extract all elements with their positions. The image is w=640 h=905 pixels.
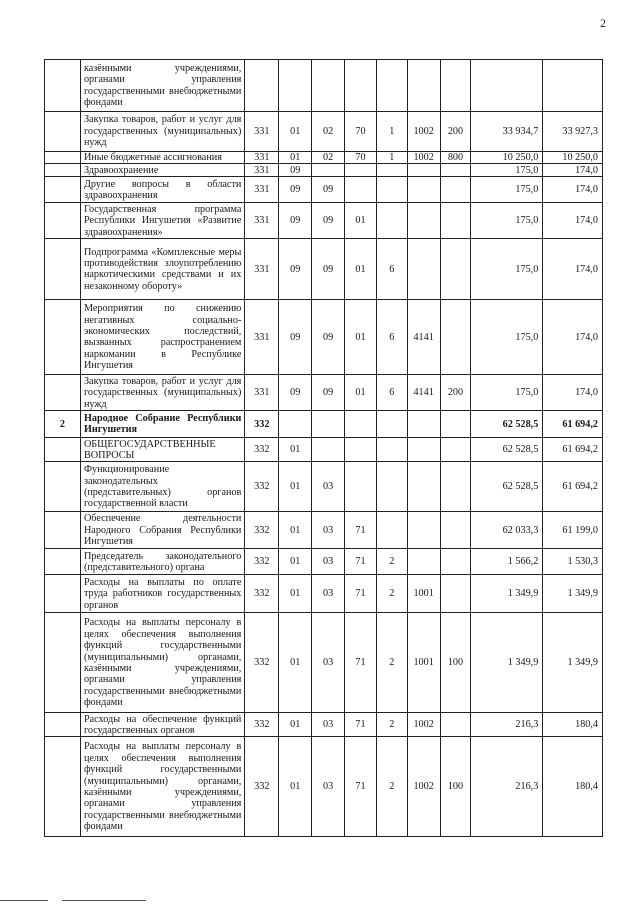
- cell-item-name: казёнными учреждениями, органами управления государственными внебюджетными фондами: [80, 60, 244, 112]
- cell-subprogram-code: 6: [376, 375, 407, 411]
- cell-admin-code: 332: [245, 462, 279, 512]
- cell-amount-year2: 33 927,3: [543, 112, 603, 152]
- cell-subprogram-code: [376, 60, 407, 112]
- cell-target-code: 4141: [407, 375, 440, 411]
- table-row: [45, 438, 603, 462]
- cell-row-number: [45, 300, 81, 375]
- cell-subprogram-code: [376, 203, 407, 239]
- cell-admin-code: 331: [245, 177, 279, 203]
- cell-admin-code: 331: [245, 164, 279, 177]
- cell-target-code: [407, 60, 440, 112]
- cell-program-code: 71: [345, 549, 377, 575]
- cell-amount-year2: 61 694,2: [543, 411, 603, 438]
- cell-section-code: 09: [279, 164, 312, 177]
- cell-amount-year1: 175,0: [471, 239, 543, 300]
- footer-rule: [62, 900, 146, 901]
- table-row: [45, 462, 603, 512]
- cell-admin-code: 331: [245, 112, 279, 152]
- cell-row-number: [45, 112, 81, 152]
- cell-admin-code: 332: [245, 737, 279, 837]
- table-row: [45, 164, 603, 177]
- cell-expense-type: 200: [440, 112, 471, 152]
- cell-amount-year2: 61 694,2: [543, 462, 603, 512]
- budget-table: [44, 59, 603, 837]
- cell-program-code: 01: [345, 375, 377, 411]
- table-body: [45, 60, 603, 837]
- cell-admin-code: 332: [245, 549, 279, 575]
- cell-amount-year2: 1 349,9: [543, 575, 603, 613]
- cell-target-code: [407, 411, 440, 438]
- cell-item-name: Закупка товаров, работ и услуг для государственных (муниципальных) нужд: [80, 375, 244, 411]
- cell-program-code: 71: [345, 512, 377, 549]
- cell-amount-year2: 1 530,3: [543, 549, 603, 575]
- cell-subprogram-code: [376, 411, 407, 438]
- cell-section-code: [279, 60, 312, 112]
- cell-target-code: [407, 549, 440, 575]
- cell-target-code: [407, 203, 440, 239]
- cell-section-code: 01: [279, 438, 312, 462]
- cell-admin-code: 331: [245, 239, 279, 300]
- cell-row-number: [45, 152, 81, 164]
- table-row: [45, 239, 603, 300]
- cell-row-number: [45, 60, 81, 112]
- cell-target-code: 1002: [407, 112, 440, 152]
- cell-amount-year2: 174,0: [543, 203, 603, 239]
- cell-amount-year2: 1 349,9: [543, 613, 603, 713]
- cell-subsection-code: 03: [312, 512, 345, 549]
- cell-section-code: 01: [279, 713, 312, 737]
- cell-expense-type: [440, 462, 471, 512]
- footer-rule: [0, 900, 48, 901]
- cell-amount-year2: 180,4: [543, 737, 603, 837]
- cell-amount-year1: [471, 60, 543, 112]
- cell-subsection-code: 03: [312, 549, 345, 575]
- cell-row-number: [45, 164, 81, 177]
- cell-section-code: 09: [279, 300, 312, 375]
- table-row: [45, 203, 603, 239]
- cell-program-code: [345, 177, 377, 203]
- cell-amount-year2: 10 250,0: [543, 152, 603, 164]
- cell-expense-type: 100: [440, 613, 471, 713]
- cell-subsection-code: [312, 60, 345, 112]
- cell-amount-year1: 175,0: [471, 177, 543, 203]
- cell-admin-code: 331: [245, 375, 279, 411]
- cell-row-number: [45, 203, 81, 239]
- cell-amount-year1: 1 349,9: [471, 575, 543, 613]
- cell-amount-year1: 10 250,0: [471, 152, 543, 164]
- cell-subprogram-code: [376, 438, 407, 462]
- cell-amount-year1: 1 349,9: [471, 613, 543, 713]
- cell-amount-year2: 174,0: [543, 375, 603, 411]
- cell-item-name: Расходы на выплаты персоналу в целях обеспечения выполнения функций государственными (муниципальными) органами, казёнными учреждениями, органами управления государственными внебюджетными фондами: [80, 737, 244, 837]
- cell-target-code: 4141: [407, 300, 440, 375]
- cell-amount-year1: 62 528,5: [471, 411, 543, 438]
- cell-target-code: 1001: [407, 613, 440, 713]
- cell-admin-code: 332: [245, 512, 279, 549]
- cell-amount-year1: 216,3: [471, 713, 543, 737]
- cell-expense-type: [440, 713, 471, 737]
- cell-subprogram-code: [376, 462, 407, 512]
- cell-subsection-code: 03: [312, 462, 345, 512]
- cell-section-code: 09: [279, 375, 312, 411]
- cell-target-code: 1002: [407, 152, 440, 164]
- cell-row-number: [45, 177, 81, 203]
- cell-item-name: Народное Собрание Республики Ингушетия: [80, 411, 244, 438]
- cell-program-code: [345, 438, 377, 462]
- cell-item-name: Обеспечение деятельности Народного Собрания Республики Ингушетия: [80, 512, 244, 549]
- cell-row-number: [45, 737, 81, 837]
- table-row: [45, 300, 603, 375]
- cell-item-name: Подпрограмма «Комплексные меры противодействия злоупотреблению наркотическими средствами и их незаконному обороту»: [80, 239, 244, 300]
- cell-expense-type: [440, 239, 471, 300]
- cell-expense-type: 100: [440, 737, 471, 837]
- cell-expense-type: [440, 177, 471, 203]
- table-row: [45, 512, 603, 549]
- cell-expense-type: [440, 203, 471, 239]
- cell-item-name: Мероприятия по снижению негативных социально-экономических последствий, вызванных распространением наркомании в Республике Ингушетия: [80, 300, 244, 375]
- cell-subprogram-code: [376, 164, 407, 177]
- cell-item-name: ОБЩЕГОСУДАРСТВЕННЫЕ ВОПРОСЫ: [80, 438, 244, 462]
- cell-subprogram-code: 2: [376, 575, 407, 613]
- cell-subprogram-code: 1: [376, 152, 407, 164]
- cell-target-code: 1002: [407, 737, 440, 837]
- table-row: [45, 713, 603, 737]
- cell-target-code: [407, 462, 440, 512]
- cell-subprogram-code: 2: [376, 713, 407, 737]
- cell-subsection-code: [312, 411, 345, 438]
- cell-section-code: 01: [279, 462, 312, 512]
- cell-subsection-code: 09: [312, 239, 345, 300]
- cell-subprogram-code: 6: [376, 300, 407, 375]
- cell-subsection-code: 02: [312, 152, 345, 164]
- cell-subprogram-code: [376, 177, 407, 203]
- cell-subprogram-code: 2: [376, 737, 407, 837]
- cell-subsection-code: 09: [312, 375, 345, 411]
- cell-amount-year2: 61 694,2: [543, 438, 603, 462]
- cell-expense-type: [440, 549, 471, 575]
- cell-expense-type: [440, 438, 471, 462]
- cell-admin-code: 332: [245, 411, 279, 438]
- cell-amount-year2: 174,0: [543, 239, 603, 300]
- cell-admin-code: 332: [245, 713, 279, 737]
- cell-row-number: [45, 512, 81, 549]
- cell-amount-year2: 174,0: [543, 164, 603, 177]
- cell-expense-type: 200: [440, 375, 471, 411]
- cell-section-code: 01: [279, 549, 312, 575]
- cell-row-number: 2: [45, 411, 81, 438]
- cell-subprogram-code: 1: [376, 112, 407, 152]
- cell-admin-code: 331: [245, 203, 279, 239]
- cell-amount-year2: 61 199,0: [543, 512, 603, 549]
- cell-section-code: 09: [279, 177, 312, 203]
- cell-section-code: 09: [279, 203, 312, 239]
- cell-program-code: 71: [345, 575, 377, 613]
- cell-amount-year1: 33 934,7: [471, 112, 543, 152]
- cell-subsection-code: 03: [312, 713, 345, 737]
- cell-program-code: [345, 164, 377, 177]
- cell-amount-year1: 1 566,2: [471, 549, 543, 575]
- cell-section-code: 01: [279, 737, 312, 837]
- cell-admin-code: 332: [245, 575, 279, 613]
- cell-section-code: 01: [279, 152, 312, 164]
- cell-program-code: 71: [345, 613, 377, 713]
- cell-section-code: 09: [279, 239, 312, 300]
- table-row: [45, 177, 603, 203]
- cell-program-code: 01: [345, 300, 377, 375]
- cell-expense-type: 800: [440, 152, 471, 164]
- cell-program-code: [345, 60, 377, 112]
- cell-subsection-code: 09: [312, 177, 345, 203]
- cell-subsection-code: 09: [312, 300, 345, 375]
- cell-item-name: Расходы на обеспечение функций государственных органов: [80, 713, 244, 737]
- cell-program-code: 01: [345, 203, 377, 239]
- page-number: 2: [600, 16, 606, 30]
- cell-item-name: Расходы на выплаты по оплате труда работников государственных органов: [80, 575, 244, 613]
- cell-expense-type: [440, 411, 471, 438]
- cell-item-name: Другие вопросы в области здравоохранения: [80, 177, 244, 203]
- cell-subsection-code: 03: [312, 575, 345, 613]
- table-row: [45, 737, 603, 837]
- cell-program-code: 70: [345, 152, 377, 164]
- cell-row-number: [45, 575, 81, 613]
- table-row: [45, 375, 603, 411]
- cell-row-number: [45, 239, 81, 300]
- table-row: [45, 549, 603, 575]
- cell-program-code: 70: [345, 112, 377, 152]
- cell-section-code: 01: [279, 575, 312, 613]
- cell-row-number: [45, 549, 81, 575]
- table-row: [45, 152, 603, 164]
- cell-amount-year1: 175,0: [471, 300, 543, 375]
- cell-row-number: [45, 375, 81, 411]
- cell-item-name: Государственная программа Республики Ингушетия «Развитие здравоохранения»: [80, 203, 244, 239]
- cell-target-code: [407, 239, 440, 300]
- cell-section-code: 01: [279, 613, 312, 713]
- cell-admin-code: 331: [245, 300, 279, 375]
- cell-amount-year1: 175,0: [471, 164, 543, 177]
- cell-target-code: [407, 512, 440, 549]
- cell-subprogram-code: [376, 512, 407, 549]
- cell-amount-year1: 62 528,5: [471, 462, 543, 512]
- cell-program-code: 71: [345, 713, 377, 737]
- cell-row-number: [45, 438, 81, 462]
- cell-target-code: 1002: [407, 713, 440, 737]
- cell-subsection-code: [312, 438, 345, 462]
- table-row: [45, 613, 603, 713]
- cell-amount-year2: 174,0: [543, 177, 603, 203]
- cell-subsection-code: 02: [312, 112, 345, 152]
- cell-row-number: [45, 713, 81, 737]
- cell-subsection-code: 03: [312, 613, 345, 713]
- cell-section-code: 01: [279, 112, 312, 152]
- cell-amount-year2: 180,4: [543, 713, 603, 737]
- table-row: [45, 112, 603, 152]
- cell-target-code: [407, 438, 440, 462]
- cell-expense-type: [440, 164, 471, 177]
- cell-item-name: Закупка товаров, работ и услуг для государственных (муниципальных) нужд: [80, 112, 244, 152]
- cell-amount-year1: 175,0: [471, 375, 543, 411]
- cell-item-name: Иные бюджетные ассигнования: [80, 152, 244, 164]
- cell-expense-type: [440, 575, 471, 613]
- cell-expense-type: [440, 300, 471, 375]
- cell-row-number: [45, 613, 81, 713]
- cell-amount-year2: 174,0: [543, 300, 603, 375]
- cell-admin-code: 332: [245, 613, 279, 713]
- cell-program-code: 71: [345, 737, 377, 837]
- cell-target-code: 1001: [407, 575, 440, 613]
- cell-amount-year1: 175,0: [471, 203, 543, 239]
- cell-target-code: [407, 164, 440, 177]
- cell-admin-code: 332: [245, 438, 279, 462]
- cell-subsection-code: 09: [312, 203, 345, 239]
- cell-amount-year1: 62 033,3: [471, 512, 543, 549]
- cell-item-name: Функционирование законодательных (представительных) органов государственной власти: [80, 462, 244, 512]
- cell-subprogram-code: 2: [376, 549, 407, 575]
- cell-expense-type: [440, 512, 471, 549]
- cell-program-code: [345, 462, 377, 512]
- cell-subprogram-code: 6: [376, 239, 407, 300]
- table-row: [45, 575, 603, 613]
- cell-item-name: Расходы на выплаты персоналу в целях обеспечения выполнения функций государственными (муниципальными) органами, казёнными учреждениями, органами управления государственными внебюджетными фондами: [80, 613, 244, 713]
- cell-program-code: 01: [345, 239, 377, 300]
- cell-target-code: [407, 177, 440, 203]
- cell-program-code: [345, 411, 377, 438]
- cell-subsection-code: 03: [312, 737, 345, 837]
- table-row: [45, 411, 603, 438]
- cell-section-code: 01: [279, 512, 312, 549]
- cell-subprogram-code: 2: [376, 613, 407, 713]
- cell-section-code: [279, 411, 312, 438]
- cell-amount-year1: 216,3: [471, 737, 543, 837]
- cell-admin-code: [245, 60, 279, 112]
- cell-item-name: Председатель законодательного (представительного) органа: [80, 549, 244, 575]
- table-row: [45, 60, 603, 112]
- cell-admin-code: 331: [245, 152, 279, 164]
- cell-amount-year1: 62 528,5: [471, 438, 543, 462]
- cell-subsection-code: [312, 164, 345, 177]
- cell-amount-year2: [543, 60, 603, 112]
- cell-row-number: [45, 462, 81, 512]
- cell-expense-type: [440, 60, 471, 112]
- cell-item-name: Здравоохранение: [80, 164, 244, 177]
